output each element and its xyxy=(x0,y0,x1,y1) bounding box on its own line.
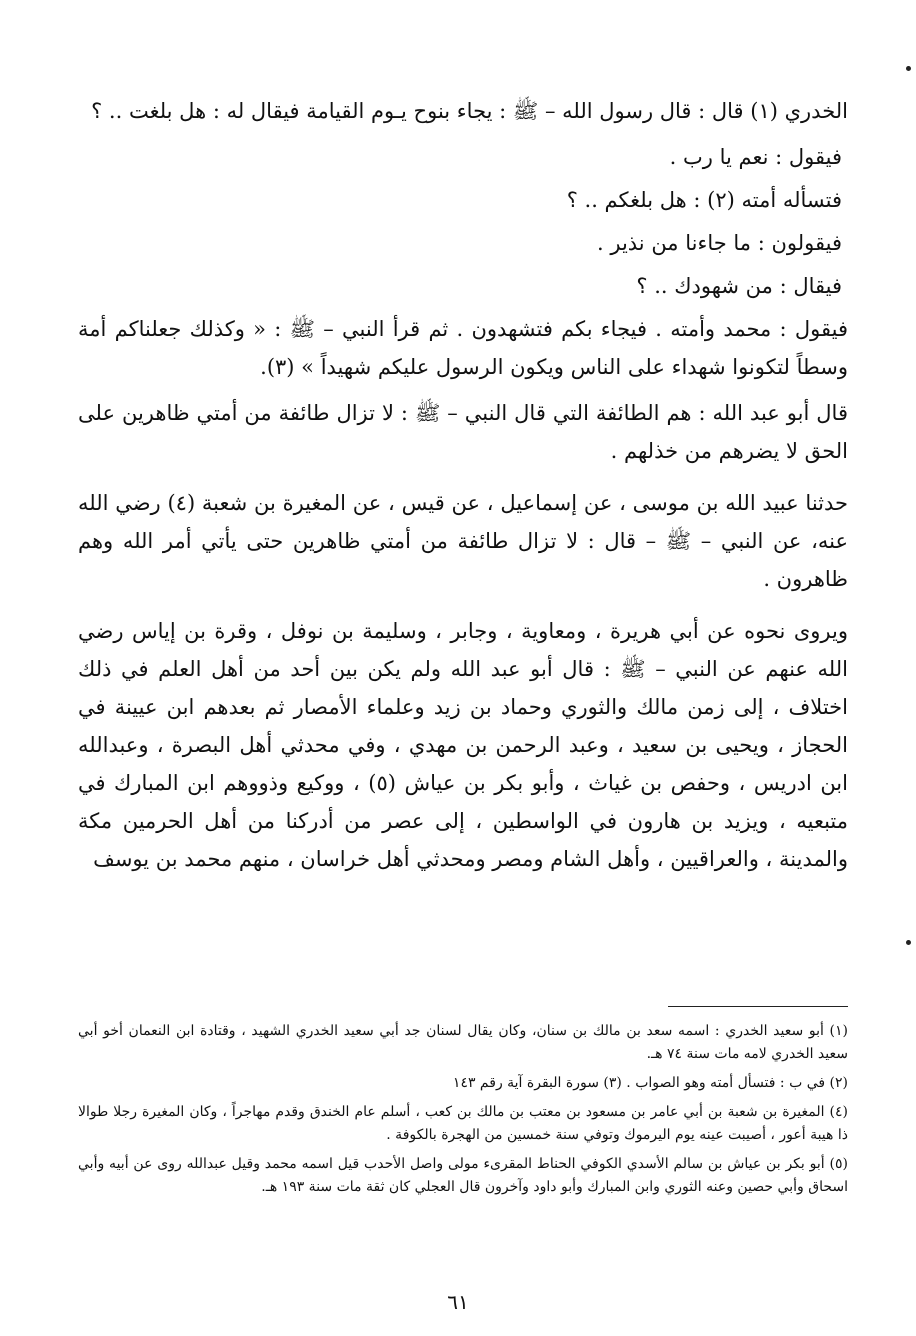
paragraph-dialog-2: فتسأله أمته (٢) : هل بلغكم .. ؟ xyxy=(566,188,842,212)
footnote-1: (١) أبو سعيد الخدري : اسمه سعد بن مالك بن سنان، وكان يقال لسنان جد أبي سعيد الخدري الشهيد ، وقتادة ابن النعمان أخو أبي سعيد الخدري لامه مات سنة ٧٤ هـ. xyxy=(78,1023,848,1062)
footnote-4: (٤) المغيرة بن شعبة بن أبي عامر بن مسعود بن معتب بن مالك بن كعب ، أسلم عام الخندق وقدم مهاجراً ، وكان المغيرة رجلا طوالا ذا هيبة أعور ، أصيبت عينه يوم اليرموك وتوفي سنة خمسين من الهجرة بالكوفة . xyxy=(78,1104,848,1143)
paragraph-taifa: قال أبو عبد الله : هم الطائفة التي قال النبي – ﷺ : لا تزال طائفة من أمتي ظاهرين على الحق لا يضرهم من خذلهم . xyxy=(78,401,848,463)
margin-mark xyxy=(906,940,911,945)
margin-mark xyxy=(906,66,911,71)
paragraph-dialog-3: فيقولون : ما جاءنا من نذير . xyxy=(597,231,842,255)
paragraph-hadith-nuh: الخدري (١) قال : قال رسول الله – ﷺ : يجاء بنوح يـوم القيامة فيقال له : هل بلغت .. ؟ xyxy=(91,99,848,123)
paragraph-dialog-4: فيقال : من شهودك .. ؟ xyxy=(636,274,842,298)
paragraph-narrators: ويروى نحوه عن أبي هريرة ، ومعاوية ، وجابر ، وسليمة بن نوفل ، وقرة بن إياس رضي الله عنهم عن النبي – ﷺ : قال أبو عبد الله ولم يكن بين أحد من أهل العلم في ذلك اختلاف ، إلى زمن مالك والثوري وحماد بن زيد وعلماء الأمصار ثم بعدهم ابن عيينة في الحجاز ، ويحيى بن سعيد ، وعبد الرحمن بن مهدي ، وفي محدثي أهل البصرة ، وعبدالله ابن ادريس ، وحفص بن غياث ، وأبو بكر بن عياش (٥) ، ووكيع وذووهم ابن المبارك في متبعيه ، ويزيد بن هارون في الواسطين ، إلى عصر من أدركنا من أهل الحرمين مكة والمدينة ، والعراقيين ، وأهل الشام ومصر ومحدثي أهل خراسان ، منهم محمد بن يوسف xyxy=(78,619,848,871)
footnote-divider xyxy=(668,1006,848,1007)
paragraph-dialog-1: فيقول : نعم يا رب . xyxy=(669,145,842,169)
main-text xyxy=(78,92,848,886)
page-number: ٦١ xyxy=(447,1290,469,1314)
paragraph-verse: فيقول : محمد وأمته . فيجاء بكم فتشهدون . ثم قرأ النبي – ﷺ : « وكذلك جعلناكم أمة وسطاً لتكونوا شهداء على الناس ويكون الرسول عليكم شهيداً » (٣). xyxy=(78,317,848,379)
footnotes xyxy=(78,1020,848,1205)
paragraph-isnad-mughira: حدثنا عبيد الله بن موسى ، عن إسماعيل ، عن قيس ، عن المغيرة بن شعبة (٤) رضي الله عنه، عن النبي – ﷺ – قال : لا تزال طائفة من أمتي ظاهرين حتى يأتي أمر الله وهم ظاهرون . xyxy=(78,491,849,591)
footnote-2-3: (٢) في ب : فتسأل أمته وهو الصواب . (٣) سورة البقرة آية رقم ١٤٣ xyxy=(452,1075,848,1091)
footnote-5: (٥) أبو بكر بن عياش بن سالم الأسدي الكوفي الحناط المقرىء مولى واصل الأحدب قيل اسمه محمد وقيل عبدالله روى عن أبيه وأبي اسحاق وأبي حصين وعنه الثوري وابن المبارك وأبو داود وآخرون قال العجلي كان ثقة مات سنة ١٩٣ هـ. xyxy=(78,1156,848,1195)
